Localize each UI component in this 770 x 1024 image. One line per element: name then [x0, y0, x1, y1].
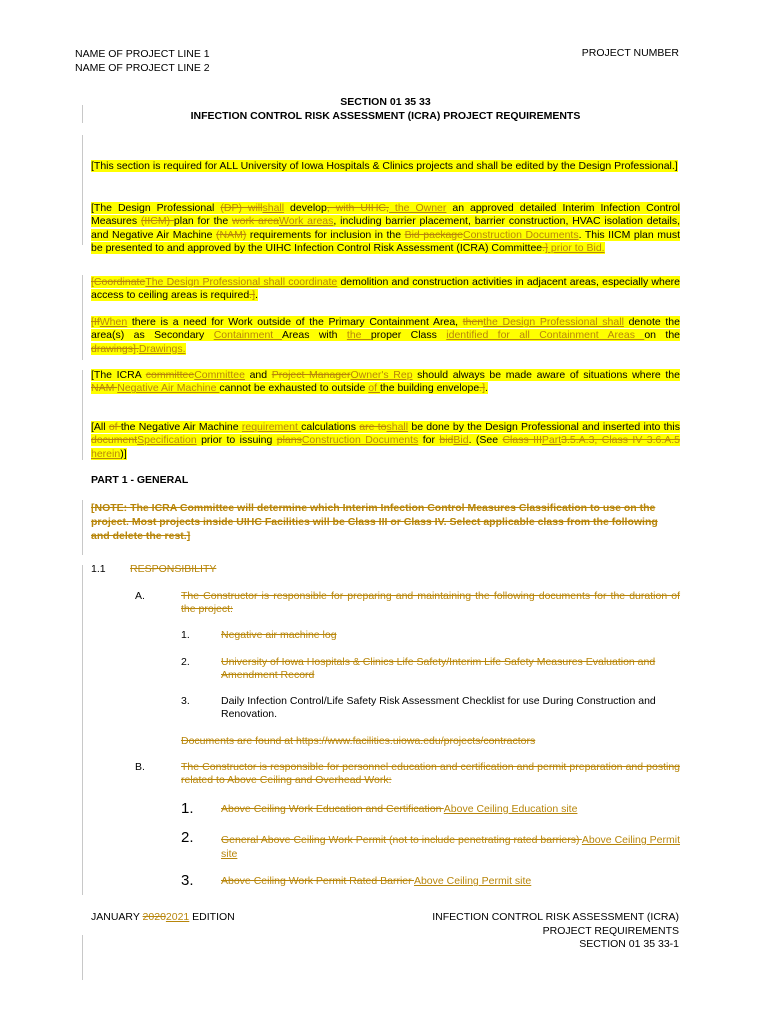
change-bar — [82, 370, 83, 460]
paragraph-A-label: A. — [135, 590, 145, 602]
page-header — [75, 47, 210, 75]
list-item-text: Negative air machine log — [221, 629, 337, 641]
paragraph-B-label: B. — [135, 761, 145, 773]
list-item-text: Daily Infection Control/Life Safety Risk Assessment Checklist for use During Construction and Renovation. — [221, 695, 656, 721]
change-bar — [82, 275, 83, 360]
section-name: INFECTION CONTROL RISK ASSESSMENT (ICRA) PROJECT REQUIREMENTS — [190, 110, 581, 122]
list-item-number: 2. — [181, 656, 190, 668]
section-title — [91, 95, 680, 123]
list-item-text: General Above Ceiling Work Permit (not to include penetrating rated barriers) Above Ceiling Permit site — [221, 834, 680, 860]
project-name-line2: NAME OF PROJECT LINE 2 — [75, 62, 210, 74]
paragraph-A-text: The Constructor is responsible for preparing and maintaining the following documents for the duration of the project: — [181, 590, 680, 616]
editor-note-2: [The Design Professional (DP) willshall develop, with UIHC, the Owner an approved detailed Interim Infection Control Measures (IICM) plan for the work areaWork areas, including barrier placement, barrier construction, HVAC isolation details, and Negative Air Machine (NAM) requirements for inclusion in the Bid packageConstruction Documents. This IICM plan must be presented to and approved by the UIHC Infection Control Risk Assessment (ICRA) Committee.] prior to Bid. — [91, 202, 681, 254]
editor-note-6: [All of the Negative Air Machine requirement calculations are toshall be done by the Design Professional and inserted into this documentSpecification prior to issuing plansConstruction Documents for bidBid. (See Class IIIPart3.5.A.3, Class IV 3.6.A.5 herein)] — [91, 421, 680, 460]
article-number: 1.1 — [91, 563, 106, 575]
list-item-text: Above Ceiling Work Permit Rated Barrier Above Ceiling Permit site — [221, 875, 532, 887]
footer-page-number: SECTION 01 35 33-1 — [579, 938, 679, 950]
list-item-number: 3. — [181, 872, 194, 889]
footer-line1: INFECTION CONTROL RISK ASSESSMENT (ICRA) — [432, 911, 679, 923]
editor-note-1: [This section is required for ALL University of Iowa Hospitals & Clinics projects and shall be edited by the Design Professional.] — [91, 160, 678, 172]
footer-section-info — [432, 911, 679, 952]
part-heading: PART 1 - GENERAL — [91, 474, 189, 486]
change-bar — [82, 135, 83, 245]
documents-link-note[interactable]: Documents are found at https://www.facilities.uiowa.edu/projects/contractors — [181, 735, 536, 747]
change-bar — [82, 105, 83, 123]
list-item-number: 1. — [181, 629, 190, 641]
above-ceiling-permit-link[interactable]: Above Ceiling Permit site — [221, 834, 680, 860]
list-item-number: 3. — [181, 695, 190, 707]
editor-note-4: [IfWhen there is a need for Work outside of the Primary Containment Area, thenthe Design Professional shall denote the area(s) as Secondary Containment Areas with the proper Class identified for all Containment Areas on the drawings].Drawings. — [91, 316, 680, 355]
list-item-text: Above Ceiling Work Education and Certification Above Ceiling Education site — [221, 803, 578, 815]
footer-line2: PROJECT REQUIREMENTS — [542, 924, 679, 937]
change-bar — [82, 935, 83, 980]
section-number: SECTION 01 35 33 — [340, 96, 431, 108]
above-ceiling-permit-link[interactable]: Above Ceiling Permit site — [413, 875, 532, 887]
project-number: PROJECT NUMBER — [581, 47, 679, 59]
above-ceiling-education-link[interactable]: Above Ceiling Education site — [443, 803, 578, 815]
editor-note-5: [The ICRA committeeCommittee and Project ManagerOwner's Rep should always be made aware of situations where the NAM Negative Air Machine cannot be exhausted to outside of the building envelope.]. — [91, 369, 680, 395]
change-bar — [82, 565, 83, 895]
editor-note-3: [CoordinateThe Design Professional shall coordinate demolition and construction activities in adjacent areas, especially where access to ceiling areas is required.]. — [91, 276, 681, 302]
ICRA-class-note: [NOTE: The ICRA Committee will determine which Interim Infection Control Measures Classification to use on the project. Most projects inside UIHC Facilities will be Class III or Class IV. Select applicable class from the following and delete the rest.] — [91, 502, 658, 542]
footer-edition: JANUARY 20202021 EDITION — [91, 911, 235, 923]
article-title: RESPONSIBILITY — [130, 563, 217, 575]
list-item-number: 2. — [181, 829, 194, 846]
list-item-number: 1. — [181, 800, 194, 817]
list-item-text: University of Iowa Hospitals & Clinics Life Safety/Interim Life Safety Measures Evaluation and Amendment Record — [221, 656, 656, 682]
paragraph-B-text: The Constructor is responsible for personnel education and certification and permit preparation and posting related to Above Ceiling and Overhead Work: — [181, 761, 680, 787]
project-name-line1: NAME OF PROJECT LINE 1 — [75, 48, 210, 60]
change-bar — [82, 500, 83, 555]
